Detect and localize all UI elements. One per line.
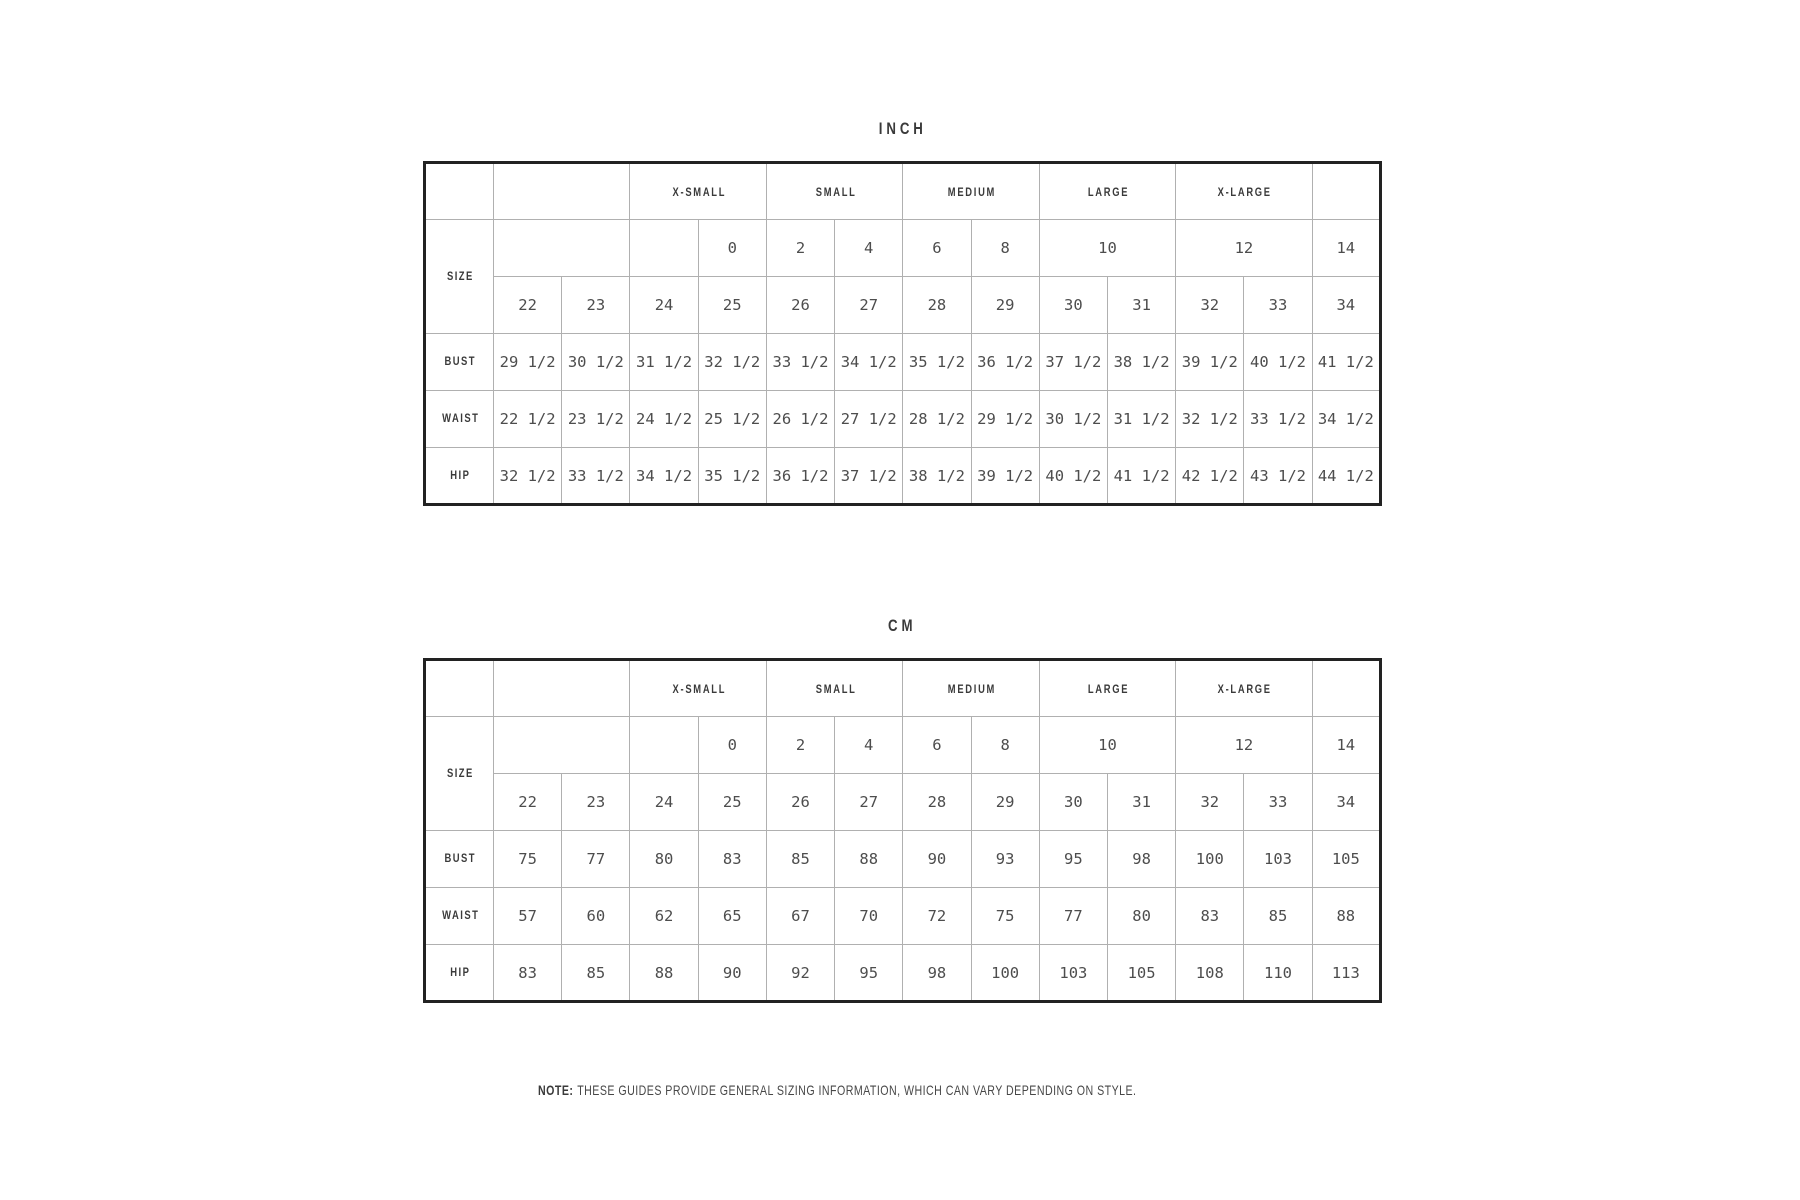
sizing-note	[538, 1082, 1325, 1099]
size-cell: 32 1/2	[698, 334, 766, 391]
size-cell: 26	[766, 774, 834, 831]
cell-text: SMALL	[815, 681, 857, 696]
size-cell: 35 1/2	[698, 448, 766, 505]
size-cell: 34 1/2	[630, 448, 698, 505]
size-cell: 100	[971, 945, 1039, 1002]
size-group-small	[766, 163, 902, 220]
empty-cell	[630, 717, 698, 774]
size-group-large	[1039, 163, 1175, 220]
size-group-x-large	[1176, 163, 1312, 220]
size-cell: 90	[903, 831, 971, 888]
cell-text: SMALL	[815, 184, 857, 199]
size-cell: 10	[1039, 220, 1175, 277]
size-cell: 6	[903, 220, 971, 277]
size-group-x-large	[1176, 660, 1312, 717]
cm-title-text: CM	[888, 616, 917, 635]
size-cell: 75	[971, 888, 1039, 945]
size-cell: 4	[835, 220, 903, 277]
size-cell: 43 1/2	[1244, 448, 1312, 505]
row-label-size	[425, 717, 494, 831]
cell-text: MEDIUM	[947, 184, 997, 199]
size-cell: 14	[1312, 717, 1380, 774]
size-cell: 103	[1244, 831, 1312, 888]
size-cell: 113	[1312, 945, 1380, 1002]
size-cell: 24	[630, 277, 698, 334]
size-cell: 85	[1244, 888, 1312, 945]
cell-text: LARGE	[1087, 184, 1130, 199]
size-cell: 31 1/2	[630, 334, 698, 391]
size-cell: 34	[1312, 774, 1380, 831]
empty-cell	[494, 220, 630, 277]
size-cell: 70	[835, 888, 903, 945]
size-cell: 80	[1107, 888, 1175, 945]
size-cell: 98	[903, 945, 971, 1002]
size-cell: 12	[1176, 717, 1312, 774]
table-row	[425, 277, 1381, 334]
size-cell: 6	[903, 717, 971, 774]
size-cell: 110	[1244, 945, 1312, 1002]
size-group-small	[766, 660, 902, 717]
size-table-inch	[423, 161, 1382, 506]
size-cell: 38 1/2	[1107, 334, 1175, 391]
size-cell: 29	[971, 277, 1039, 334]
size-cell: 22 1/2	[494, 391, 562, 448]
size-cell: 25	[698, 277, 766, 334]
size-group-medium	[903, 660, 1039, 717]
table-row	[425, 163, 1381, 220]
size-cell: 35 1/2	[903, 334, 971, 391]
cell-text: HIP	[450, 966, 471, 979]
size-cell: 42 1/2	[1176, 448, 1244, 505]
size-cell: 23	[562, 277, 630, 334]
row-label-bust	[425, 831, 494, 888]
size-cell: 34	[1312, 277, 1380, 334]
size-cell: 40 1/2	[1244, 334, 1312, 391]
size-cell: 105	[1107, 945, 1175, 1002]
table-row	[425, 888, 1381, 945]
size-cell: 2	[766, 717, 834, 774]
row-label-size	[425, 220, 494, 334]
cm-section-title	[0, 615, 1800, 636]
cell-text: X-SMALL	[672, 681, 727, 696]
size-cell: 83	[1176, 888, 1244, 945]
table-row	[425, 391, 1381, 448]
size-cell: 75	[494, 831, 562, 888]
size-cell: 95	[835, 945, 903, 1002]
row-label-hip	[425, 945, 494, 1002]
size-cell: 44 1/2	[1312, 448, 1380, 505]
table-row	[425, 717, 1381, 774]
size-cell: 67	[766, 888, 834, 945]
size-cell: 10	[1039, 717, 1175, 774]
size-cell: 77	[1039, 888, 1107, 945]
table-row	[425, 448, 1381, 505]
size-cell: 22	[494, 774, 562, 831]
size-cell: 103	[1039, 945, 1107, 1002]
size-cell: 95	[1039, 831, 1107, 888]
size-cell: 34 1/2	[1312, 391, 1380, 448]
size-cell: 88	[1312, 888, 1380, 945]
size-group-medium	[903, 163, 1039, 220]
size-cell: 4	[835, 717, 903, 774]
table-row	[425, 831, 1381, 888]
size-cell: 77	[562, 831, 630, 888]
size-cell: 39 1/2	[971, 448, 1039, 505]
size-cell: 92	[766, 945, 834, 1002]
table-row	[425, 334, 1381, 391]
empty-cell	[494, 717, 630, 774]
size-cell: 33 1/2	[1244, 391, 1312, 448]
size-group-large	[1039, 660, 1175, 717]
size-cell: 27	[835, 277, 903, 334]
note-label: NOTE:	[538, 1082, 574, 1098]
size-cell: 41 1/2	[1312, 334, 1380, 391]
size-cell: 30 1/2	[1039, 391, 1107, 448]
size-table-cm	[423, 658, 1382, 1003]
cell-text: X-SMALL	[672, 184, 727, 199]
inch-section-title	[0, 118, 1800, 139]
size-cell: 24 1/2	[630, 391, 698, 448]
size-cell: 34 1/2	[835, 334, 903, 391]
size-cell: 32	[1176, 774, 1244, 831]
size-cell: 40 1/2	[1039, 448, 1107, 505]
cell-text: WAIST	[441, 413, 480, 425]
size-cell: 26	[766, 277, 834, 334]
size-cell: 25	[698, 774, 766, 831]
size-cell: 60	[562, 888, 630, 945]
size-cell: 8	[971, 717, 1039, 774]
size-cell: 22	[494, 277, 562, 334]
cell-text: HIP	[450, 469, 471, 482]
size-cell: 33	[1244, 277, 1312, 334]
empty-cell	[494, 660, 630, 717]
size-cell: 72	[903, 888, 971, 945]
size-cell: 36 1/2	[766, 448, 834, 505]
empty-cell	[1312, 660, 1380, 717]
size-cell: 80	[630, 831, 698, 888]
size-cell: 2	[766, 220, 834, 277]
cell-text: MEDIUM	[947, 681, 997, 696]
size-cell: 24	[630, 774, 698, 831]
row-label-waist	[425, 391, 494, 448]
cell-text: X-LARGE	[1217, 184, 1273, 199]
size-cell: 88	[835, 831, 903, 888]
size-cell: 57	[494, 888, 562, 945]
inch-title-text: INCH	[878, 119, 927, 138]
size-cell: 100	[1176, 831, 1244, 888]
size-cell: 0	[698, 717, 766, 774]
cell-text: X-LARGE	[1217, 681, 1273, 696]
size-cell: 29 1/2	[971, 391, 1039, 448]
size-cell: 31 1/2	[1107, 391, 1175, 448]
size-cell: 27	[835, 774, 903, 831]
table-row	[425, 945, 1381, 1002]
cell-text: BUST	[444, 356, 477, 368]
size-cell: 23 1/2	[562, 391, 630, 448]
size-cell: 23	[562, 774, 630, 831]
row-label-waist	[425, 888, 494, 945]
size-cell: 98	[1107, 831, 1175, 888]
size-cell: 33 1/2	[766, 334, 834, 391]
size-cell: 32	[1176, 277, 1244, 334]
size-cell: 14	[1312, 220, 1380, 277]
size-cell: 93	[971, 831, 1039, 888]
row-label-bust	[425, 334, 494, 391]
size-cell: 28 1/2	[903, 391, 971, 448]
size-cell: 37 1/2	[835, 448, 903, 505]
size-cell: 28	[903, 774, 971, 831]
empty-cell	[1312, 163, 1380, 220]
size-cell: 83	[494, 945, 562, 1002]
size-cell: 36 1/2	[971, 334, 1039, 391]
empty-cell	[630, 220, 698, 277]
size-cell: 8	[971, 220, 1039, 277]
size-cell: 31	[1107, 277, 1175, 334]
empty-cell	[425, 660, 494, 717]
table-row	[425, 220, 1381, 277]
size-cell: 29	[971, 774, 1039, 831]
size-cell: 65	[698, 888, 766, 945]
sizing-note-content	[538, 1082, 1136, 1099]
size-cell: 41 1/2	[1107, 448, 1175, 505]
empty-cell	[494, 163, 630, 220]
size-cell: 30	[1039, 277, 1107, 334]
cell-text: WAIST	[441, 910, 480, 922]
size-cell: 62	[630, 888, 698, 945]
size-cell: 90	[698, 945, 766, 1002]
size-cell: 105	[1312, 831, 1380, 888]
size-cell: 39 1/2	[1176, 334, 1244, 391]
size-cell: 85	[766, 831, 834, 888]
size-cell: 108	[1176, 945, 1244, 1002]
size-cell: 0	[698, 220, 766, 277]
size-cell: 30 1/2	[562, 334, 630, 391]
cell-text: SIZE	[446, 270, 474, 283]
size-cell: 32 1/2	[494, 448, 562, 505]
size-cell: 32 1/2	[1176, 391, 1244, 448]
size-cell: 12	[1176, 220, 1312, 277]
cell-text: SIZE	[446, 767, 474, 780]
size-cell: 26 1/2	[766, 391, 834, 448]
size-cell: 38 1/2	[903, 448, 971, 505]
row-label-hip	[425, 448, 494, 505]
size-cell: 28	[903, 277, 971, 334]
table-row	[425, 660, 1381, 717]
cell-text: LARGE	[1087, 681, 1130, 696]
size-cell: 88	[630, 945, 698, 1002]
table-row	[425, 774, 1381, 831]
size-cell: 30	[1039, 774, 1107, 831]
size-cell: 27 1/2	[835, 391, 903, 448]
size-group-x-small	[630, 660, 766, 717]
empty-cell	[425, 163, 494, 220]
note-text: THESE GUIDES PROVIDE GENERAL SIZING INFORMATION, WHICH CAN VARY DEPENDING ON STYLE.	[577, 1082, 1137, 1098]
size-cell: 37 1/2	[1039, 334, 1107, 391]
size-cell: 85	[562, 945, 630, 1002]
size-cell: 33	[1244, 774, 1312, 831]
cell-text: BUST	[444, 853, 477, 865]
size-cell: 29 1/2	[494, 334, 562, 391]
size-cell: 83	[698, 831, 766, 888]
size-group-x-small	[630, 163, 766, 220]
size-cell: 31	[1107, 774, 1175, 831]
size-cell: 25 1/2	[698, 391, 766, 448]
size-cell: 33 1/2	[562, 448, 630, 505]
